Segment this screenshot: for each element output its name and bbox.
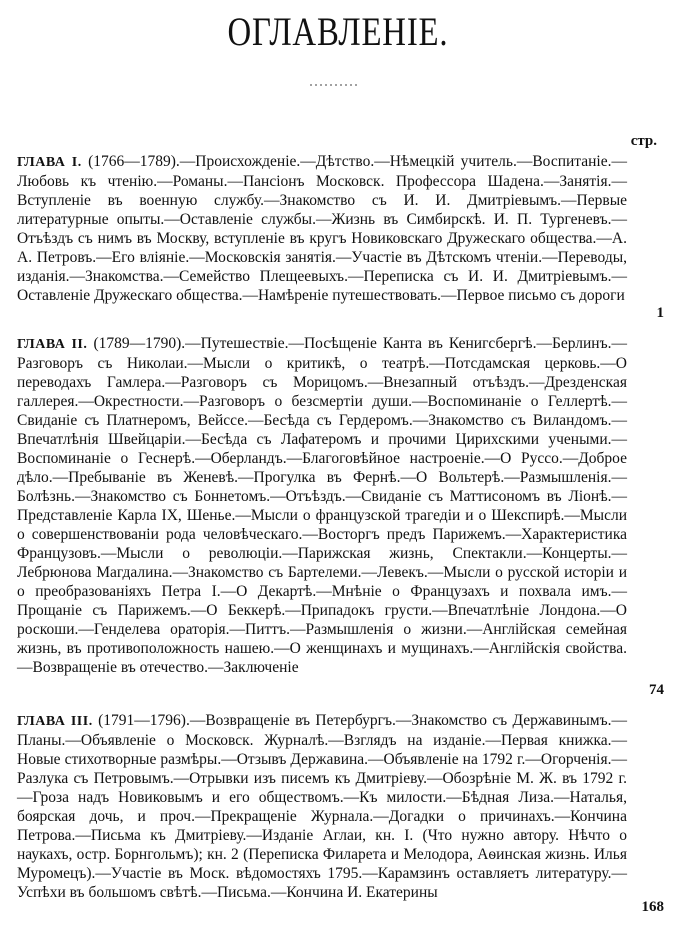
chapter-label: ГЛАВА I. xyxy=(17,155,89,170)
page-title: ОГЛАВЛЕНІЕ. xyxy=(227,9,449,54)
chapter-label: ГЛАВА II. xyxy=(17,337,94,352)
chapter-entry-2 xyxy=(17,334,627,677)
chapter-entry-1 xyxy=(17,152,627,305)
chapter-years: (1789—1790). xyxy=(93,335,186,352)
chapter-years: (1791—1796). xyxy=(98,712,190,729)
chapter-label: ГЛАВА III. xyxy=(17,714,99,729)
chapter-years: (1766—1789). xyxy=(88,153,180,170)
chapter-contents: —Происхожденіе.—Дѣтство.—Нѣмецкій учитель.—Воспитаніе.—Любовь къ чтенію.—Романы.—Пансіонъ Московск. Профессора Шадена.—Занятія.—Вступленіе въ военную службу.—Знакомство съ И. И. Дмитріевымъ.—Первые литературные опыты.—Оставленіе службы.—Жизнь въ Симбирскѣ. И. П. Тургеневъ.—Отъѣздъ съ нимъ въ Москву, вступленіе въ кругъ Новиковскаго Дружескаго общества.—А. А. Петровъ.—Его вліяніе.—Московскія занятія.—Участіе въ Дѣтскомъ чтеніи.—Переводы, изданія.—Знакомства.—Семейство Плещеевыхъ.—Переписка съ И. И. Дмитріевымъ.—Оставленіе Дружескаго общества.—Намѣреніе путешествовать.—Первое письмо съ дороги xyxy=(17,153,627,304)
chapter-page-number: 74 xyxy=(649,682,664,698)
title-ornament xyxy=(310,84,360,86)
chapter-contents: —Путешествіе.—Посѣщеніе Канта въ Кенигсбергѣ.—Берлинъ.—Разговоръ съ Николаи.—Мысли о критикѣ, о театрѣ.—Потсдамская церковь.—О переводахъ Гамлера.—Разговоръ съ Морицомъ.—Внезапный отъѣздъ.—Дрезденская галлерея.—Окрестности.—Разговоръ о безсмертіи души.—Воспоминаніе о Геллертѣ.—Свиданіе съ Платнеромъ, Вейссе.—Бесѣда съ Гердеромъ.—Знакомство съ Виландомъ.—Впечатлѣнія Швейцаріи.—Бесѣда съ Лафатеромъ и прочими Цирихскими учеными.—Воспоминаніе о Геснерѣ.—Оберландъ.—Благоговѣйное настроеніе.—О Руссо.—Доброе дѣло.—Пребываніе въ Женевѣ.—Прогулка въ Фернѣ.—О Вольтерѣ.—Размышленія.—Болѣзнь.—Знакомство съ Боннетомъ.—Отъѣздъ.—Свиданіе съ Маттисономъ въ Ліонѣ.—Представленіе Карла IX, Шенье.—Мысли о французской трагедіи и о Шекспирѣ.—Мысли о совершенствованіи рода человѣческаго.—Восторгъ предъ Парижемъ.—Характеристика Французовъ.—Мысли о революціи.—Парижская жизнь, Спектакли.—Концерты.—Лебрюнова Магдалина.—Знакомство съ Бартелеми.—Левекъ.—Мысли о русской исторіи и о преобразованіяхъ Петра I.—О Декартѣ.—Мнѣніе о Французахъ и похвала имъ.—Прощаніе съ Парижемъ.—О Беккерѣ.—Припадокъ грусти.—Впечатлѣніе Лондона.—О роскоши.—Генделева ораторія.—Питтъ.—Размышленія о жизни.—Англійская семейная жизнь, въ противоположность нашею.—О женщинахъ и мущинахъ.—Англійскія свойства.—Возвращеніе въ отечество.—Заключеніе xyxy=(17,335,627,676)
chapter-entry-3 xyxy=(17,711,627,902)
chapter-contents: —Возвращеніе въ Петербургъ.—Знакомство съ Державинымъ.—Планы.—Объявленіе о Московск. Журналѣ.—Взглядъ на изданіе.—Первая книжка.—Новые стихотворные размѣры.—Отзывъ Державина.—Объявленіе на 1792 г.—Огорченія.—Разлука съ Петровымъ.—Отрывки изъ писемъ къ Дмитріеву.—Обозрѣніе М. Ж. въ 1792 г.—Гроза надъ Новиковымъ и его обществомъ.—Къ милости.—Бѣдная Лиза.—Наталья, боярская дочь, и проч.—Прекращеніе Журнала.—Догадки о причинахъ.—Кончина Петрова.—Письма къ Дмитріеву.—Изданіе Аглаи, кн. I. (Что нужно автору. Нѣчто о наукахъ, остр. Борнгольмъ); кн. 2 (Переписка Филарета и Мелодора, Аѳинская жизнь. Илья Муромецъ).—Участіе въ Моск. вѣдомостяхъ 1795.—Карамзинъ оставляетъ литературу.—Успѣхи въ большомъ свѣтѣ.—Письма.—Кончина И. Екатерины xyxy=(17,712,627,901)
chapter-page-number: 1 xyxy=(656,305,664,321)
page-column-label: стр. xyxy=(630,133,657,149)
chapter-page-number: 168 xyxy=(641,899,664,915)
